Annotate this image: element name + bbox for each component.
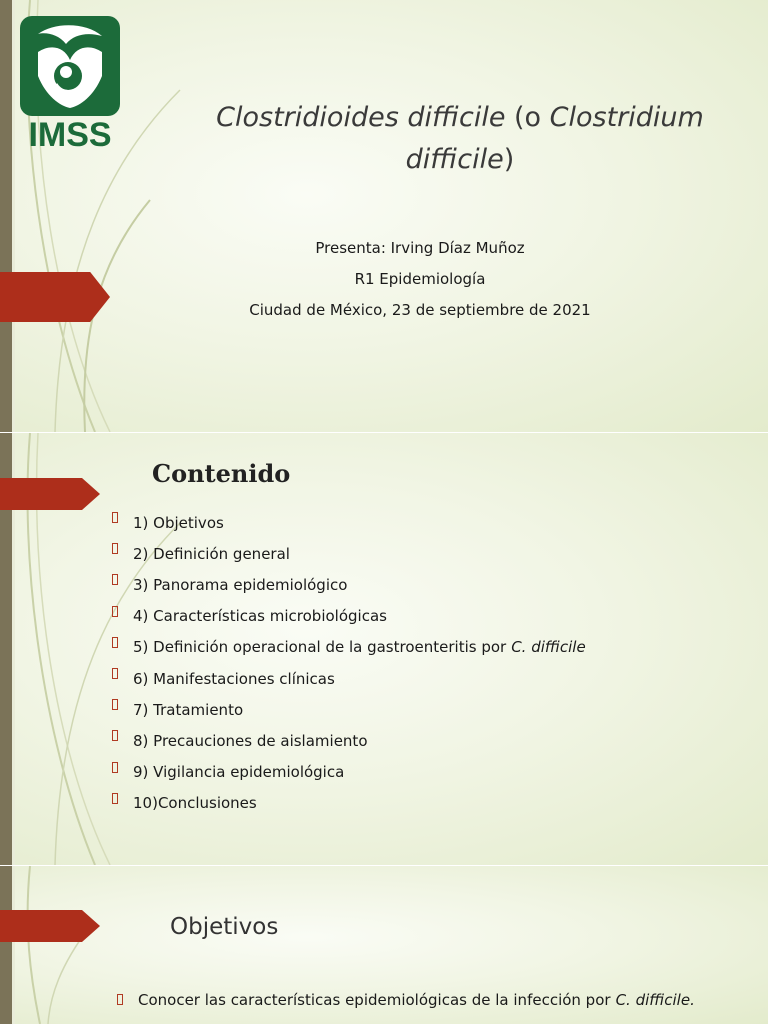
presenter-line: Presenta: Irving Díaz Muñoz [315,239,525,257]
bullet-icon [112,668,118,679]
contents-heading: Contenido [152,459,291,488]
list-item: 10)Conclusiones [112,788,586,819]
bullet-icon [112,574,118,585]
bullet-icon [112,606,118,617]
objectives-heading: Objetivos [170,914,279,940]
list-item: 7) Tratamiento [112,694,586,725]
contents-list [112,507,586,819]
objective-item: Conocer las características epidemiológicas de la infección por C. difficile. [117,991,695,1009]
bullet-icon [112,730,118,741]
bullet-icon [112,637,118,648]
list-item: 2) Definición general [112,538,586,569]
list-item: 5) Definición operacional de la gastroenteritis por C. difficile [112,632,586,663]
list-item: 8) Precauciones de aislamiento [112,725,586,756]
list-item: 1) Objetivos [112,507,586,538]
bullet-icon [112,543,118,554]
slide-title [0,0,768,432]
svg-text:IMSS: IMSS [28,116,112,154]
red-arrow-marker [0,478,100,510]
red-arrow-marker [0,272,110,322]
bullet-icon [117,994,123,1005]
slide-contents [0,433,768,865]
slide-objectives [0,866,768,1024]
bullet-icon [112,512,118,523]
bullet-icon [112,699,118,710]
place-date-line: Ciudad de México, 23 de septiembre de 2021 [249,301,591,319]
role-line: R1 Epidemiología [354,270,486,288]
list-item: 4) Características microbiológicas [112,601,586,632]
bullet-icon [112,762,118,773]
imss-logo [16,14,124,154]
bullet-icon [112,793,118,804]
list-item: 6) Manifestaciones clínicas [112,663,586,694]
list-item: 3) Panorama epidemiológico [112,569,586,600]
red-arrow-marker [0,910,100,942]
slide-title-text: Clostridioides difficile (o Clostridium difficile) [216,102,704,175]
list-item: 9) Vigilancia epidemiológica [112,757,586,788]
